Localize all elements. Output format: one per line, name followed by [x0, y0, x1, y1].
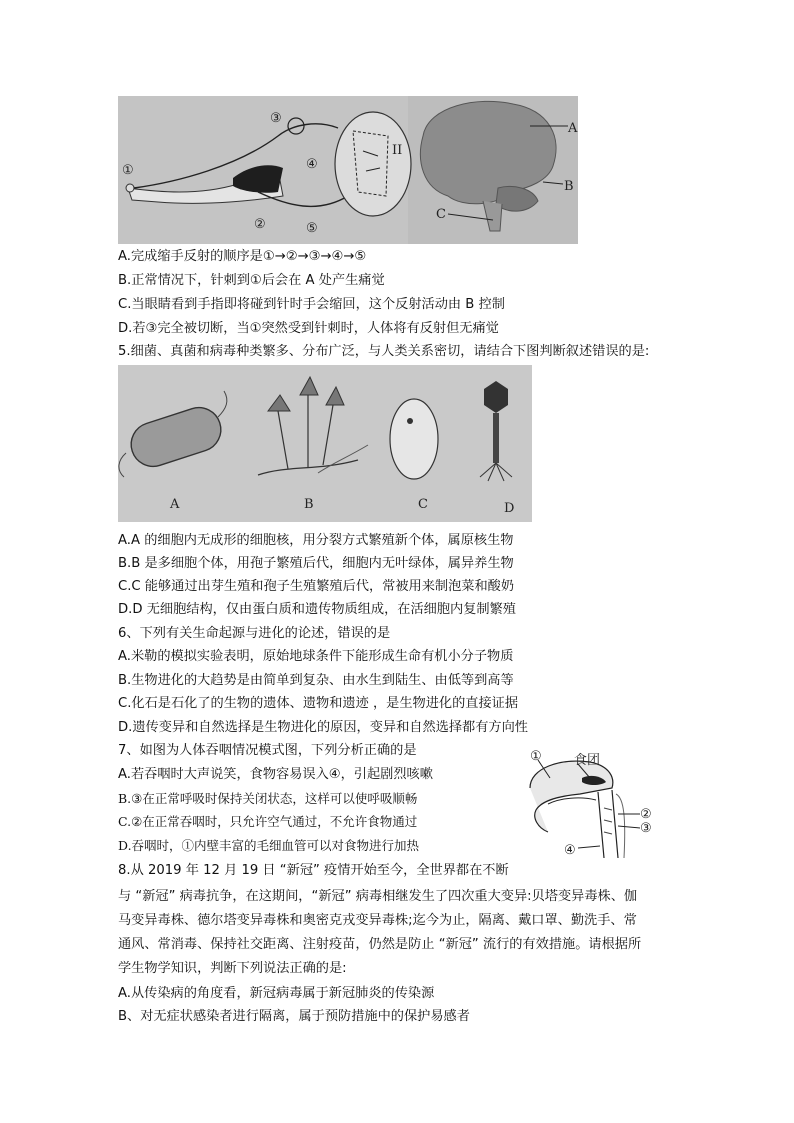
q7-option-a: A.若吞咽时大声说笑，食物容易误入④，引起剧烈咳嗽 — [118, 767, 433, 782]
q4-option-a: A.完成缩手反射的顺序是①→②→③→④→⑤ — [118, 249, 367, 264]
q7-stem: 7、如图为人体吞咽情况模式图，下列分析正确的是 — [118, 743, 417, 758]
label-5: ⑤ — [306, 221, 318, 236]
q7-option-c: C.②在正常吞咽时，只允许空气通过，不允许食物通过 — [118, 814, 418, 829]
q7-option-b: B.③在正常呼吸时保持关闭状态，这样可以使呼吸顺畅 — [118, 791, 418, 806]
swallowing-figure — [520, 748, 670, 866]
q8-line-2: 与 “新冠” 病毒抗争，在这期间，“新冠” 病毒相继发生了四次重大变异:贝塔变异毒株、伽 — [118, 889, 638, 904]
swallow-label-1: ① — [530, 749, 542, 764]
label-2: ② — [254, 217, 266, 232]
q4-option-d: D.若③完全被切断，当①突然受到针刺时，人体将有反射但无痛觉 — [118, 321, 499, 336]
q6-option-d: D.遗传变异和自然选择是生物进化的原因，变异和自然选择都有方向性 — [118, 720, 528, 735]
label-1: ① — [122, 163, 134, 178]
q5-option-a: A.A 的细胞内无成形的细胞核，用分裂方式繁殖新个体，属原核生物 — [118, 533, 514, 548]
q8-option-a: A.从传染病的角度看，新冠病毒属于新冠肺炎的传染源 — [118, 986, 435, 1001]
microbe-label-b: B — [304, 497, 314, 512]
q6-option-b: B.生物进化的大趋势是由简单到复杂、由水生到陆生、由低等到高等 — [118, 673, 514, 688]
q8-option-b: B、对无症状感染者进行隔离，属于预防措施中的保护易感者 — [118, 1009, 470, 1024]
label-brain-A: A — [568, 121, 578, 136]
q8-line-1: 8.从 2019 年 12 月 19 日 “新冠” 疫情开始至今，全世界都在不断 — [118, 863, 509, 878]
q6-option-a: A.米勒的模拟实验表明，原始地球条件下能形成生命有机小分子物质 — [118, 649, 514, 664]
q5-option-d: D.D 无细胞结构，仅由蛋白质和遗传物质组成，在活细胞内复制繁殖 — [118, 602, 516, 617]
q8-line-5: 学生物学知识，判断下列说法正确的是: — [118, 961, 347, 976]
microbes-figure — [118, 365, 532, 522]
microbe-label-d: D — [504, 501, 515, 516]
q8-line-3: 马变异毒株、德尔塔变异毒株和奥密克戎变异毒株;迄今为止，隔离、戴口罩、勤洗手、常 — [118, 913, 637, 928]
swallow-label-bolus: 食团 — [574, 753, 601, 768]
q4-option-c: C.当眼睛看到手指即将碰到针时手会缩回，这个反射活动由 B 控制 — [118, 297, 505, 312]
label-brain-B: B — [564, 179, 574, 194]
label-3: ③ — [270, 111, 282, 126]
label-II: II — [392, 143, 403, 158]
swallow-label-2: ② — [640, 807, 652, 822]
microbe-label-c: C — [418, 497, 428, 512]
label-brain-C: C — [436, 207, 446, 222]
q8-line-4: 通风、常消毒、保持社交距离、注射疫苗，仍然是防止 “新冠” 流行的有效措施。请根据所 — [118, 937, 642, 952]
swallow-label-4: ④ — [564, 843, 576, 858]
q5-option-c: C.C 能够通过出芽生殖和孢子生殖繁殖后代，常被用来制泡菜和酸奶 — [118, 579, 515, 594]
microbe-label-a: A — [170, 497, 180, 512]
q6-stem: 6、下列有关生命起源与进化的论述，错误的是 — [118, 626, 391, 641]
swallow-label-3: ③ — [640, 821, 652, 836]
q6-option-c: C.化石是石化了的生物的遗体、遗物和遗迹 ，是生物进化的直接证据 — [118, 696, 519, 711]
q7-option-d: D.吞咽时，①内壁丰富的毛细血管可以对食物进行加热 — [118, 838, 420, 853]
reflex-arc-brain-figure — [118, 96, 578, 244]
q5-stem: 5.细菌、真菌和病毒种类繁多、分布广泛，与人类关系密切，请结合下图判断叙述错误的是: — [118, 344, 650, 359]
q4-option-b: B.正常情况下，针刺到①后会在 A 处产生痛觉 — [118, 273, 385, 288]
label-4: ④ — [306, 157, 318, 172]
q5-option-b: B.B 是多细胞个体，用孢子繁殖后代，细胞内无叶绿体，属异养生物 — [118, 556, 514, 571]
